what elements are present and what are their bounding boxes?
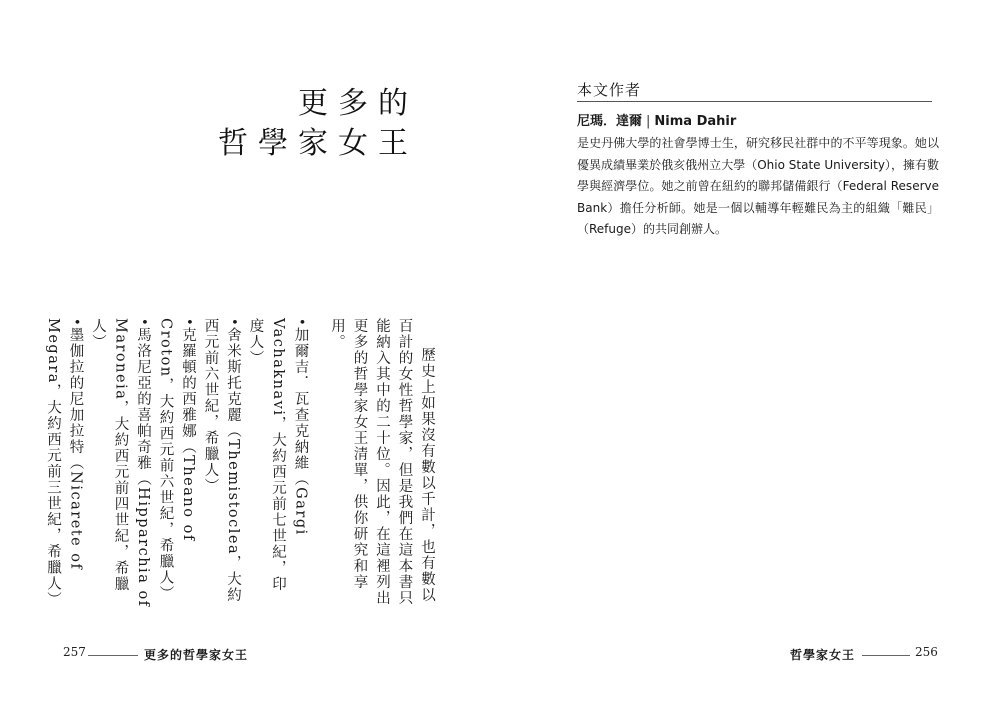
author-separator: | — [646, 114, 651, 129]
author-name-chinese: 尼瑪．達爾 — [577, 114, 643, 129]
list-item — [154, 318, 199, 608]
list-item — [42, 318, 87, 608]
page-title-line-2: 哲學家女王 — [218, 126, 418, 161]
author-name — [577, 110, 736, 129]
list-item-text: 墨伽拉的尼加拉特（Nicarete of Megara，大約西元前三世紀，希臘人） — [45, 318, 84, 608]
list-item-text: 克羅頓的西雅娜（Theano of Croton，大約西元前六世紀，希臘人） — [157, 318, 196, 602]
footer-divider — [88, 655, 138, 656]
bullet-icon: • — [226, 318, 241, 328]
bullet-icon: • — [136, 318, 151, 328]
author-bio: 是史丹佛大學的社會學博士生，研究移民社群中的不平等現象。她以優異成績畢業於俄亥俄州立大學（Ohio State University），擁有數學與經濟學位。她之前曾在紐約的聯邦儲備銀行（Federal Reserve Bank）擔任分析師。她是一個以輔導年輕難民為主的組織「難民」（Refuge）的共同創辦人。 — [577, 136, 939, 236]
list-item-text: 舍米斯托克麗（Themistoclea，大約西元前六世紀，希臘人） — [202, 318, 241, 604]
philosopher-list — [42, 318, 312, 608]
footer-divider — [862, 655, 910, 656]
page-title-line-1: 更多的 — [298, 86, 418, 121]
list-item-text: 加爾吉．瓦查克納維（Gargi Vachaknavi，大約西元前七世紀，印度人） — [247, 318, 309, 593]
heading-divider — [577, 101, 932, 102]
list-item-text: 馬洛尼亞的喜帕奇雅（Hipparchia of Maroneia，大約西元前四世紀，希臘人） — [90, 318, 151, 608]
page-number: 257 — [63, 645, 86, 659]
page-number: 256 — [915, 645, 938, 659]
list-item — [244, 318, 312, 608]
bullet-icon: • — [293, 318, 309, 328]
section-heading: 本文作者 — [577, 81, 642, 99]
author-name-english: Nima Dahir — [654, 114, 737, 129]
bullet-icon: • — [68, 318, 84, 328]
bullet-icon: • — [181, 318, 196, 328]
intro-paragraph: 歷史上如果沒有數以千計，也有數以百計的女性哲學家，但是我們在這本書只能納入其中的二十位。因此，在這裡列出更多的哲學家女王清單，供你研究和享用。 — [329, 318, 435, 606]
list-item — [87, 318, 155, 608]
running-title: 更多的哲學家女王 — [144, 648, 249, 662]
list-item — [199, 318, 244, 608]
vertical-text-column — [42, 318, 439, 608]
running-title: 哲學家女王 — [790, 648, 856, 662]
